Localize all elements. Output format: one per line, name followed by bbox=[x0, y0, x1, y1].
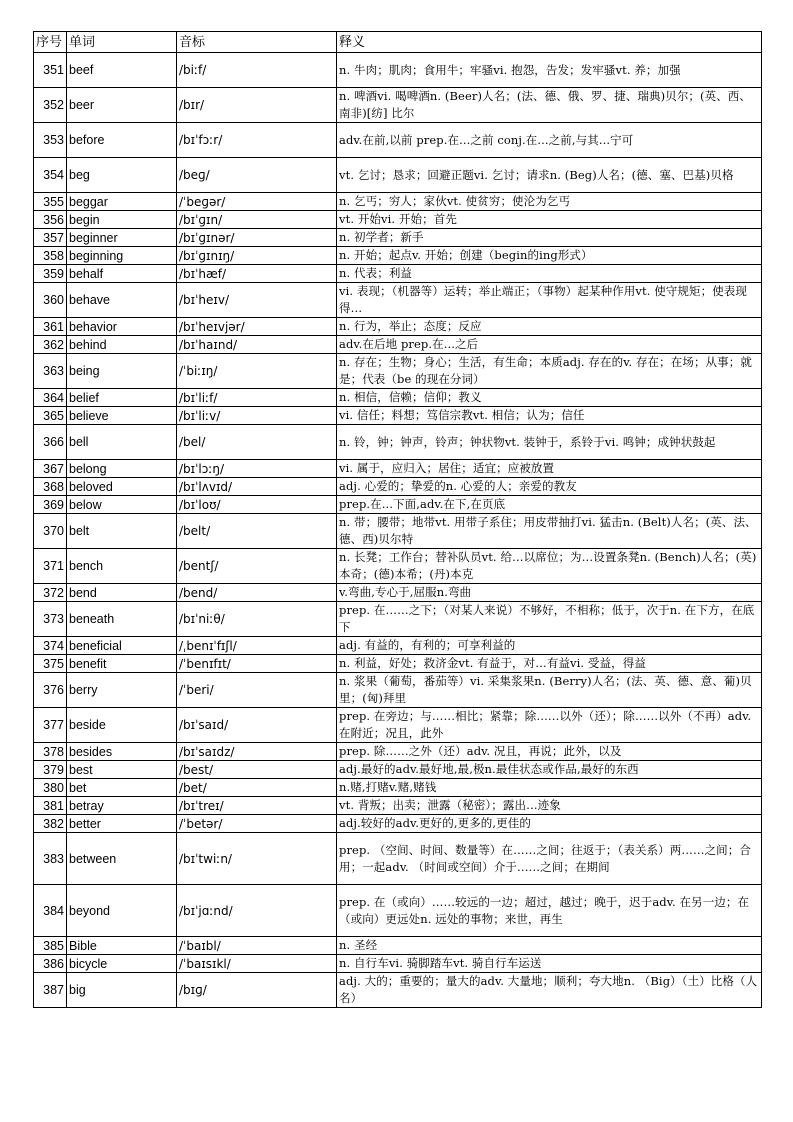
entry-definition: vi. 信任；料想；笃信宗教vt. 相信；认为；信任 bbox=[337, 407, 762, 425]
entry-number: 362 bbox=[34, 336, 67, 354]
table-row bbox=[34, 602, 762, 637]
entry-word: benefit bbox=[67, 655, 177, 673]
entry-number: 380 bbox=[34, 779, 67, 797]
entry-word: berry bbox=[67, 673, 177, 708]
header-definition: 释义 bbox=[337, 32, 762, 53]
entry-word: beloved bbox=[67, 478, 177, 496]
entry-definition: prep.在...下面,adv.在下,在页底 bbox=[337, 496, 762, 514]
entry-word: beginning bbox=[67, 247, 177, 265]
entry-definition: vi. 属于，应归入；居住；适宜；应被放置 bbox=[337, 460, 762, 478]
entry-number: 351 bbox=[34, 53, 67, 88]
table-row bbox=[34, 229, 762, 247]
entry-definition: n. 存在；生物；身心；生活，有生命；本质adj. 存在的v. 存在；在场；从事；就是；代表（be 的现在分词） bbox=[337, 354, 762, 389]
table-row bbox=[34, 354, 762, 389]
entry-number: 359 bbox=[34, 265, 67, 283]
table-row bbox=[34, 211, 762, 229]
table-row bbox=[34, 973, 762, 1008]
entry-phonetic: /bend/ bbox=[177, 584, 337, 602]
entry-number: 375 bbox=[34, 655, 67, 673]
entry-phonetic: /bɪˈhaɪnd/ bbox=[177, 336, 337, 354]
entry-definition: vt. 乞讨；恳求；回避正题vi. 乞讨；请求n. (Beg)人名；(德、塞、巴基)贝格 bbox=[337, 158, 762, 193]
table-row bbox=[34, 584, 762, 602]
table-row bbox=[34, 318, 762, 336]
entry-word: beginner bbox=[67, 229, 177, 247]
entry-phonetic: /bɪˈheɪvjər/ bbox=[177, 318, 337, 336]
entry-word: behave bbox=[67, 283, 177, 318]
entry-word: belong bbox=[67, 460, 177, 478]
entry-definition: adj. 心爱的；挚爱的n. 心爱的人；亲爱的教友 bbox=[337, 478, 762, 496]
table-row bbox=[34, 637, 762, 655]
entry-word: beside bbox=[67, 708, 177, 743]
entry-number: 381 bbox=[34, 797, 67, 815]
entry-number: 355 bbox=[34, 193, 67, 211]
table-row bbox=[34, 247, 762, 265]
entry-number: 382 bbox=[34, 815, 67, 833]
table-row bbox=[34, 885, 762, 937]
entry-word: beggar bbox=[67, 193, 177, 211]
entry-number: 366 bbox=[34, 425, 67, 460]
table-row bbox=[34, 283, 762, 318]
entry-phonetic: /bɪˈloʊ/ bbox=[177, 496, 337, 514]
table-row bbox=[34, 549, 762, 584]
entry-phonetic: /bɪˈhæf/ bbox=[177, 265, 337, 283]
entry-phonetic: /ˈbeɡər/ bbox=[177, 193, 337, 211]
entry-number: 367 bbox=[34, 460, 67, 478]
entry-number: 361 bbox=[34, 318, 67, 336]
entry-number: 386 bbox=[34, 955, 67, 973]
entry-word: behind bbox=[67, 336, 177, 354]
table-row bbox=[34, 88, 762, 123]
table-row bbox=[34, 265, 762, 283]
entry-word: beyond bbox=[67, 885, 177, 937]
entry-phonetic: /bɪˈlʌvɪd/ bbox=[177, 478, 337, 496]
entry-word: bench bbox=[67, 549, 177, 584]
entry-word: beer bbox=[67, 88, 177, 123]
entry-word: behalf bbox=[67, 265, 177, 283]
entry-phonetic: /biːf/ bbox=[177, 53, 337, 88]
entry-definition: v.弯曲,专心于,屈服n.弯曲 bbox=[337, 584, 762, 602]
header-word: 单词 bbox=[67, 32, 177, 53]
entry-definition: n. 长凳；工作台；替补队员vt. 给…以席位；为…设置条凳n. (Bench)人名；(英)本奇；(德)本希；(丹)本克 bbox=[337, 549, 762, 584]
table-row bbox=[34, 53, 762, 88]
entry-phonetic: /bɪˈfɔːr/ bbox=[177, 123, 337, 158]
entry-phonetic: /bɪˈliːf/ bbox=[177, 389, 337, 407]
table-row bbox=[34, 460, 762, 478]
entry-word: beneath bbox=[67, 602, 177, 637]
entry-definition: n. 利益，好处；救济金vt. 有益于，对…有益vi. 受益，得益 bbox=[337, 655, 762, 673]
entry-word: belt bbox=[67, 514, 177, 549]
entry-number: 364 bbox=[34, 389, 67, 407]
table-row bbox=[34, 779, 762, 797]
table-row bbox=[34, 193, 762, 211]
entry-number: 384 bbox=[34, 885, 67, 937]
entry-number: 376 bbox=[34, 673, 67, 708]
entry-word: between bbox=[67, 833, 177, 885]
entry-word: beneficial bbox=[67, 637, 177, 655]
entry-definition: adj. 有益的，有利的；可享利益的 bbox=[337, 637, 762, 655]
entry-phonetic: /ˈbiːɪŋ/ bbox=[177, 354, 337, 389]
table-row bbox=[34, 389, 762, 407]
header-number: 序号 bbox=[34, 32, 67, 53]
entry-phonetic: /bɪɡ/ bbox=[177, 973, 337, 1008]
entry-definition: n. 自行车vi. 骑脚踏车vt. 骑自行车运送 bbox=[337, 955, 762, 973]
entry-definition: vt. 开始vi. 开始；首先 bbox=[337, 211, 762, 229]
entry-definition: adj. 大的；重要的；量大的adv. 大量地；顺利；夸大地n. （Big）（土）比格（人名） bbox=[337, 973, 762, 1008]
entry-phonetic: /ˌbenɪˈfɪʃl/ bbox=[177, 637, 337, 655]
table-row bbox=[34, 673, 762, 708]
entry-word: beg bbox=[67, 158, 177, 193]
entry-word: believe bbox=[67, 407, 177, 425]
entry-word: big bbox=[67, 973, 177, 1008]
table-row bbox=[34, 743, 762, 761]
entry-phonetic: /bɪˈɡɪnɪŋ/ bbox=[177, 247, 337, 265]
entry-number: 363 bbox=[34, 354, 67, 389]
entry-number: 377 bbox=[34, 708, 67, 743]
entry-phonetic: /bentʃ/ bbox=[177, 549, 337, 584]
table-row bbox=[34, 937, 762, 955]
entry-number: 383 bbox=[34, 833, 67, 885]
entry-definition: adj.最好的adv.最好地,最,极n.最佳状态或作品,最好的东西 bbox=[337, 761, 762, 779]
entry-phonetic: /bɪˈtreɪ/ bbox=[177, 797, 337, 815]
table-body bbox=[34, 53, 762, 1008]
header-row bbox=[34, 32, 762, 53]
entry-phonetic: /bɪˈlɔːŋ/ bbox=[177, 460, 337, 478]
entry-word: bet bbox=[67, 779, 177, 797]
entry-phonetic: /bɪˈheɪv/ bbox=[177, 283, 337, 318]
entry-definition: n. 牛肉；肌肉；食用牛；牢骚vi. 抱怨，告发；发牢骚vt. 养；加强 bbox=[337, 53, 762, 88]
entry-definition: n.赌,打赌v.赌,赌钱 bbox=[337, 779, 762, 797]
entry-definition: n. 铃，钟；钟声，铃声；钟状物vt. 装钟于，系铃于vi. 鸣钟；成钟状鼓起 bbox=[337, 425, 762, 460]
entry-phonetic: /bɪˈɡɪnər/ bbox=[177, 229, 337, 247]
entry-phonetic: /ˈbaɪbl/ bbox=[177, 937, 337, 955]
table-row bbox=[34, 425, 762, 460]
entry-definition: vt. 背叛；出卖；泄露（秘密）；露出…迹象 bbox=[337, 797, 762, 815]
table-row bbox=[34, 833, 762, 885]
entry-definition: vi. 表现；（机器等）运转；举止端正；（事物）起某种作用vt. 使守规矩；使表现得… bbox=[337, 283, 762, 318]
entry-number: 370 bbox=[34, 514, 67, 549]
entry-number: 352 bbox=[34, 88, 67, 123]
entry-phonetic: /bɪˈliːv/ bbox=[177, 407, 337, 425]
entry-definition: n. 浆果（葡萄，番茄等）vi. 采集浆果n. (Berry)人名；(法、英、德、意、葡)贝里；(匈)拜里 bbox=[337, 673, 762, 708]
table-row bbox=[34, 478, 762, 496]
entry-word: behavior bbox=[67, 318, 177, 336]
entry-definition: prep. （空间、时间、数量等）在……之间；往返于；（表关系）两……之间；合用；一起adv. （时间或空间）介于……之间；在期间 bbox=[337, 833, 762, 885]
entry-phonetic: /ˈbetər/ bbox=[177, 815, 337, 833]
entry-word: being bbox=[67, 354, 177, 389]
entry-word: before bbox=[67, 123, 177, 158]
entry-word: begin bbox=[67, 211, 177, 229]
entry-phonetic: /bɪˈniːθ/ bbox=[177, 602, 337, 637]
table-row bbox=[34, 955, 762, 973]
entry-phonetic: /ˈberi/ bbox=[177, 673, 337, 708]
entry-number: 385 bbox=[34, 937, 67, 955]
entry-number: 365 bbox=[34, 407, 67, 425]
entry-phonetic: /belt/ bbox=[177, 514, 337, 549]
entry-number: 360 bbox=[34, 283, 67, 318]
entry-number: 357 bbox=[34, 229, 67, 247]
entry-definition: n. 圣经 bbox=[337, 937, 762, 955]
table-row bbox=[34, 496, 762, 514]
entry-number: 353 bbox=[34, 123, 67, 158]
entry-number: 379 bbox=[34, 761, 67, 779]
entry-phonetic: /ˈbenɪfɪt/ bbox=[177, 655, 337, 673]
table-row bbox=[34, 158, 762, 193]
entry-word: betray bbox=[67, 797, 177, 815]
entry-definition: n. 乞丐；穷人；家伙vt. 使贫穷；使沦为乞丐 bbox=[337, 193, 762, 211]
entry-word: bend bbox=[67, 584, 177, 602]
table-row bbox=[34, 708, 762, 743]
table-row bbox=[34, 336, 762, 354]
entry-phonetic: /beɡ/ bbox=[177, 158, 337, 193]
entry-phonetic: /bɪˈsaɪd/ bbox=[177, 708, 337, 743]
entry-definition: n. 代表；利益 bbox=[337, 265, 762, 283]
entry-number: 369 bbox=[34, 496, 67, 514]
table-row bbox=[34, 655, 762, 673]
entry-word: below bbox=[67, 496, 177, 514]
entry-number: 356 bbox=[34, 211, 67, 229]
table-row bbox=[34, 761, 762, 779]
entry-number: 372 bbox=[34, 584, 67, 602]
entry-phonetic: /best/ bbox=[177, 761, 337, 779]
entry-word: bicycle bbox=[67, 955, 177, 973]
entry-word: bell bbox=[67, 425, 177, 460]
entry-definition: adj.较好的adv.更好的,更多的,更佳的 bbox=[337, 815, 762, 833]
entry-definition: prep. 在……之下；（对某人来说）不够好，不相称；低于，次于n. 在下方，在底下 bbox=[337, 602, 762, 637]
entry-word: best bbox=[67, 761, 177, 779]
entry-definition: prep. 除……之外（还）adv. 况且，再说；此外，以及 bbox=[337, 743, 762, 761]
entry-number: 368 bbox=[34, 478, 67, 496]
entry-number: 371 bbox=[34, 549, 67, 584]
entry-word: beef bbox=[67, 53, 177, 88]
entry-definition: n. 初学者；新手 bbox=[337, 229, 762, 247]
entry-definition: n. 相信，信赖；信仰；教义 bbox=[337, 389, 762, 407]
entry-word: besides bbox=[67, 743, 177, 761]
table-row bbox=[34, 815, 762, 833]
entry-number: 378 bbox=[34, 743, 67, 761]
header-phonetic: 音标 bbox=[177, 32, 337, 53]
entry-number: 358 bbox=[34, 247, 67, 265]
entry-definition: n. 行为，举止；态度；反应 bbox=[337, 318, 762, 336]
entry-phonetic: /bɪˈsaɪdz/ bbox=[177, 743, 337, 761]
table-row bbox=[34, 514, 762, 549]
entry-number: 387 bbox=[34, 973, 67, 1008]
entry-phonetic: /bɪˈjɑːnd/ bbox=[177, 885, 337, 937]
entry-number: 374 bbox=[34, 637, 67, 655]
entry-definition: prep. 在旁边；与……相比；紧靠；除……以外（还）；除……以外（不再）adv. 在附近；况且，此外 bbox=[337, 708, 762, 743]
entry-phonetic: /bɪˈtwiːn/ bbox=[177, 833, 337, 885]
entry-word: Bible bbox=[67, 937, 177, 955]
entry-definition: n. 带；腰带；地带vt. 用带子系住；用皮带抽打vi. 猛击n. (Belt)人名；(英、法、德、西)贝尔特 bbox=[337, 514, 762, 549]
entry-phonetic: /bɪr/ bbox=[177, 88, 337, 123]
entry-number: 373 bbox=[34, 602, 67, 637]
entry-phonetic: /bɪˈɡɪn/ bbox=[177, 211, 337, 229]
table-row bbox=[34, 407, 762, 425]
vocabulary-table bbox=[33, 31, 762, 1008]
entry-phonetic: /ˈbaɪsɪkl/ bbox=[177, 955, 337, 973]
entry-definition: prep. 在（或向）……较远的一边；超过，越过；晚于，迟于adv. 在另一边；在（或向）更远处n. 远处的事物；来世，再生 bbox=[337, 885, 762, 937]
entry-definition: adv.在后地 prep.在...之后 bbox=[337, 336, 762, 354]
entry-phonetic: /bel/ bbox=[177, 425, 337, 460]
entry-number: 354 bbox=[34, 158, 67, 193]
entry-word: better bbox=[67, 815, 177, 833]
table-row bbox=[34, 123, 762, 158]
entry-word: belief bbox=[67, 389, 177, 407]
entry-definition: adv.在前,以前 prep.在...之前 conj.在...之前,与其...宁可 bbox=[337, 123, 762, 158]
entry-definition: n. 开始；起点v. 开始；创建（begin的ing形式） bbox=[337, 247, 762, 265]
table-row bbox=[34, 797, 762, 815]
entry-phonetic: /bet/ bbox=[177, 779, 337, 797]
entry-definition: n. 啤酒vi. 喝啤酒n. (Beer)人名；(法、德、俄、罗、捷、瑞典)贝尔；(英、西、南非)[纺] 比尔 bbox=[337, 88, 762, 123]
